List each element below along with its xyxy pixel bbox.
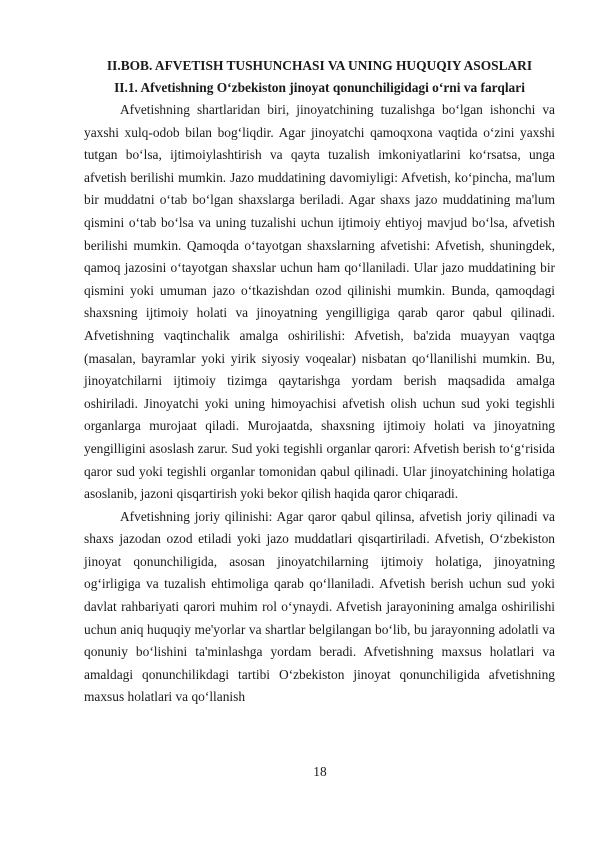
document-page	[84, 52, 555, 709]
chapter-title: II.BOB. AFVETISH TUSHUNCHASI VA UNING HUQUQIY ASOSLARI	[106, 58, 533, 73]
section-title: II.1. Afvetishning O‘zbekiston jinoyat qonunchiligidagi o‘rni va farqlari	[114, 80, 525, 95]
page-number: 18	[313, 764, 327, 779]
body-paragraph-2: Afvetishning joriy qilinishi: Agar qaror qabul qilinsa, afvetish joriy qilinadi va shaxs jazodan ozod etiladi yoki jazo muddatlari qisqartiriladi. Afvetish, O‘zbekiston jinoyat qonunchiligida, asosan jinoyatchilarning ijtimoiy holatiga, jinoyatning og‘irligiga va tuzalish ehtimoliga qarab qo‘llaniladi. Afvetish berish uchun sud yoki davlat rahbariyati qarori muhim rol o‘ynaydi. Afvetish jarayonining amalga oshirilishi uchun aniq huquqiy me'yorlar va shartlar belgilangan bo‘lib, bu jarayonning adolatli va qonuniy bo‘lishini ta'minlashga yordam beradi. Afvetishning maxsus holatlari va amaldagi qonunchilikdagi tartibi O‘zbekiston jinoyat qonunchiligida afvetishning maxsus holatlari va qo‘llanish	[84, 508, 555, 705]
body-paragraph-1: Afvetishning shartlaridan biri, jinoyatchining tuzalishga bo‘lgan ishonchi va yaxshi xulq-odob bilan bog‘liqdir. Agar jinoyatchi qamoqxona vaqtida o‘zini yaxshi tutgan bo‘lsa, ijtimoiylashtirish va qayta tuzalish imkoniyatlarini ko‘rsatsa, unga afvetish berilishi mumkin. Jazo muddatining davomiyligi: Afvetish, ko‘pincha, ma'lum bir muddatni o‘tab bo‘lgan shaxslarga beriladi. Agar shaxs jazo muddatining ma'lum qismini o‘tab bo‘lsa va uning tuzalishi uchun ijtimoiy ehtiyoj mavjud bo‘lsa, afvetish berilishi mumkin. Qamoqda o‘tayotgan shaxslarning afvetishi: Afvetish, shuningdek, qamoq jazosini o‘tayotgan shaxslar uchun ham qo‘llaniladi. Ular jazo muddatining bir qismini yoki umuman jazo o‘tkazishdan ozod qilinishi mumkin. Bunda, qamoqdagi shaxsning ijtimoiy holati va jinoyatning yengilligiga qarab qaror qabul qilinadi. Afvetishning vaqtinchalik amalga oshirilishi: Afvetish, ba'zida muayyan vaqtga (masalan, bayramlar yoki yirik siyosiy voqealar) nisbatan qo‘llanilishi mumkin. Bu, jinoyatchilarni ijtimoiy tizimga qaytarishga yordam berish maqsadida amalga oshiriladi. Jinoyatchi yoki uning himoyachisi afvetish olish uchun sud yoki tegishli organlarga murojaat qiladi. Murojaatda, shaxsning ijtimoiy holati va jinoyatning yengilligini asoslash zarur. Sud yoki tegishli organlar qarori: Afvetish berish to‘g‘risida qaror sud yoki tegishli organlar tomonidan qabul qilinadi. Ular jinoyatchining holatiga asoslanib, jazoni qisqartirish yoki bekor qilish haqida qaror chiqaradi.	[84, 102, 555, 502]
